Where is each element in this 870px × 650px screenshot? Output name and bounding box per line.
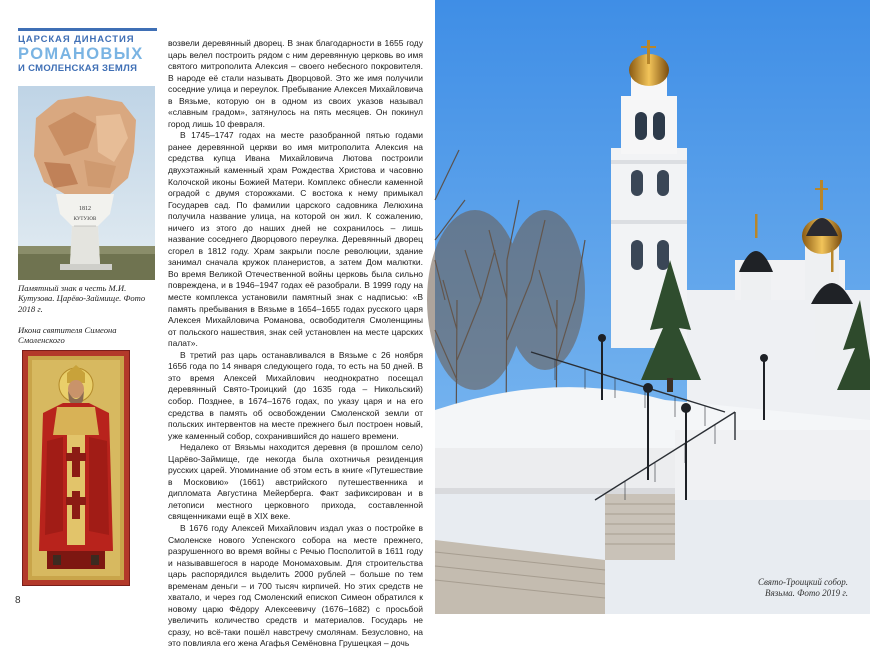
left-page [0, 0, 435, 649]
series-title-line1: ЦАРСКАЯ ДИНАСТИЯ [18, 34, 135, 45]
series-title-line2: РОМАНОВЫХ [18, 45, 144, 63]
series-title-line3: И СМОЛЕНСКАЯ ЗЕМЛЯ [18, 63, 138, 74]
monument-inscription-year: 1812 [79, 206, 91, 212]
article-body [168, 38, 423, 649]
article-paragraph: В третий раз царь останавливался в Вязьме с 26 ноября 1656 года по 14 января следующего года, то есть на 50 дней. В это время Алексей Михайлович неоднократно посещал деревянный Свято-Троицкий (до 1635 года – Никольский) собор. Позднее, в 1674–1676 годах, по указу царя и на его средства в память об освобождении Смоленской земли от польских интервентов на месте прежнего был построен новый, уже каменный собор, сохранившийся до нашего времени. [168, 349, 423, 441]
series-title [18, 34, 158, 74]
monument-inscription-name: КУТУЗОВ [73, 217, 97, 222]
saint-icon-image [22, 350, 130, 586]
article-paragraph: В 1745–1747 годах на месте разобранной пятью годами ранее деревянной церкви во имя митрополита Алексия на средства купца Ивана Михайловича Лютова построили двухэтажный каменный храм Рождества Христова и часовню Колочской иконы Божией Матери. Комплекс обнесли каменной оградой с двумя сторожками. С востока к нему примыкал Государев сад. По фамилии царского садовника Лелюхина получила название улица, на которой он жил. К сожалению, ничего из этого до наших дней не сохранилось – лишь название соседнего Дворцового переулка. Деревянный дворец сгорел в 1812 году. Храм закрыли после революции, здание занимал сначала кружок планеристов, а затем Дом малютки. Во время Великой Отечественной войны церковь была сильно повреждена, и в 1946–1947 годах её разобрали. В 1999 году на месте комплекса установили памятный знак с надписью: «В память пребывания в Вязьме в 1654–1655 годах русского царя Алексея Михайловича Романова, освободителя Смоленщины от польского нашествия, знак сей установлен на месте царских палат». [168, 130, 423, 349]
cathedral-caption: Свято-Троицкий собор. Вязьма. Фото 2019 г. [757, 577, 848, 598]
cathedral-photo [435, 0, 870, 614]
monument-caption: Памятный знак в честь М.И. Кутузова. Царёво-Займище. Фото 2018 г. [18, 283, 146, 314]
page-number: 8 [15, 595, 21, 606]
article-paragraph: В 1676 году Алексей Михайлович издал указ о постройке в Смоленске нового Успенского собора на месте прежнего, разрушенного во время войны с Речью Посполитой в 1611 году и называвшегося в народе Мономаховым. Для строительства царь распорядился выделить 2000 рублей – больше по тем временам деньги – и 700 тысяч кирпичей. Но этих средств не хватало, и через год Смоленский епископ Симеон обратился к новому царю Фёдору Алексеевичу (1676–1682) с просьбой увеличить количество средств и материалов. Государь не сразу, но всё-таки пошёл навстречу смолянам. Безусловно, на это повлияла его жена Агафья Семёновна Грушецкая – дочь [168, 522, 423, 649]
header-rule [18, 28, 157, 31]
monument-photo [18, 86, 155, 280]
article-paragraph: возвели деревянный дворец. В знак благодарности в 1655 году царь велел построить рядом с ним деревянную церковь во имя святого митрополита Алексия – своего небесного покровителя. В народе её стали называть Дворцовой. Это же имя получили соседние улица и переулок. Пребывание Алексея Михайловича в Вязьме, которую он в одном из своих указов называл «славным градом», затянулось на пять месяцев. Он покинул город лишь 10 февраля. [168, 38, 423, 129]
article-paragraph: Недалеко от Вязьмы находится деревня (в прошлом село) Царёво-Займище, где некогда была охотничья резиденция русских царей. Упоминание об этом есть в книге «Путешествие в Московию» (1661) австрийского путешественника и дипломата Августина Мейерберга. Факт зафиксирован и в летописи местного церковного прихода, составленной священниками ещё в XIX веке. [168, 442, 423, 522]
icon-caption: Икона святителя Симеона Смоленского [18, 325, 117, 346]
